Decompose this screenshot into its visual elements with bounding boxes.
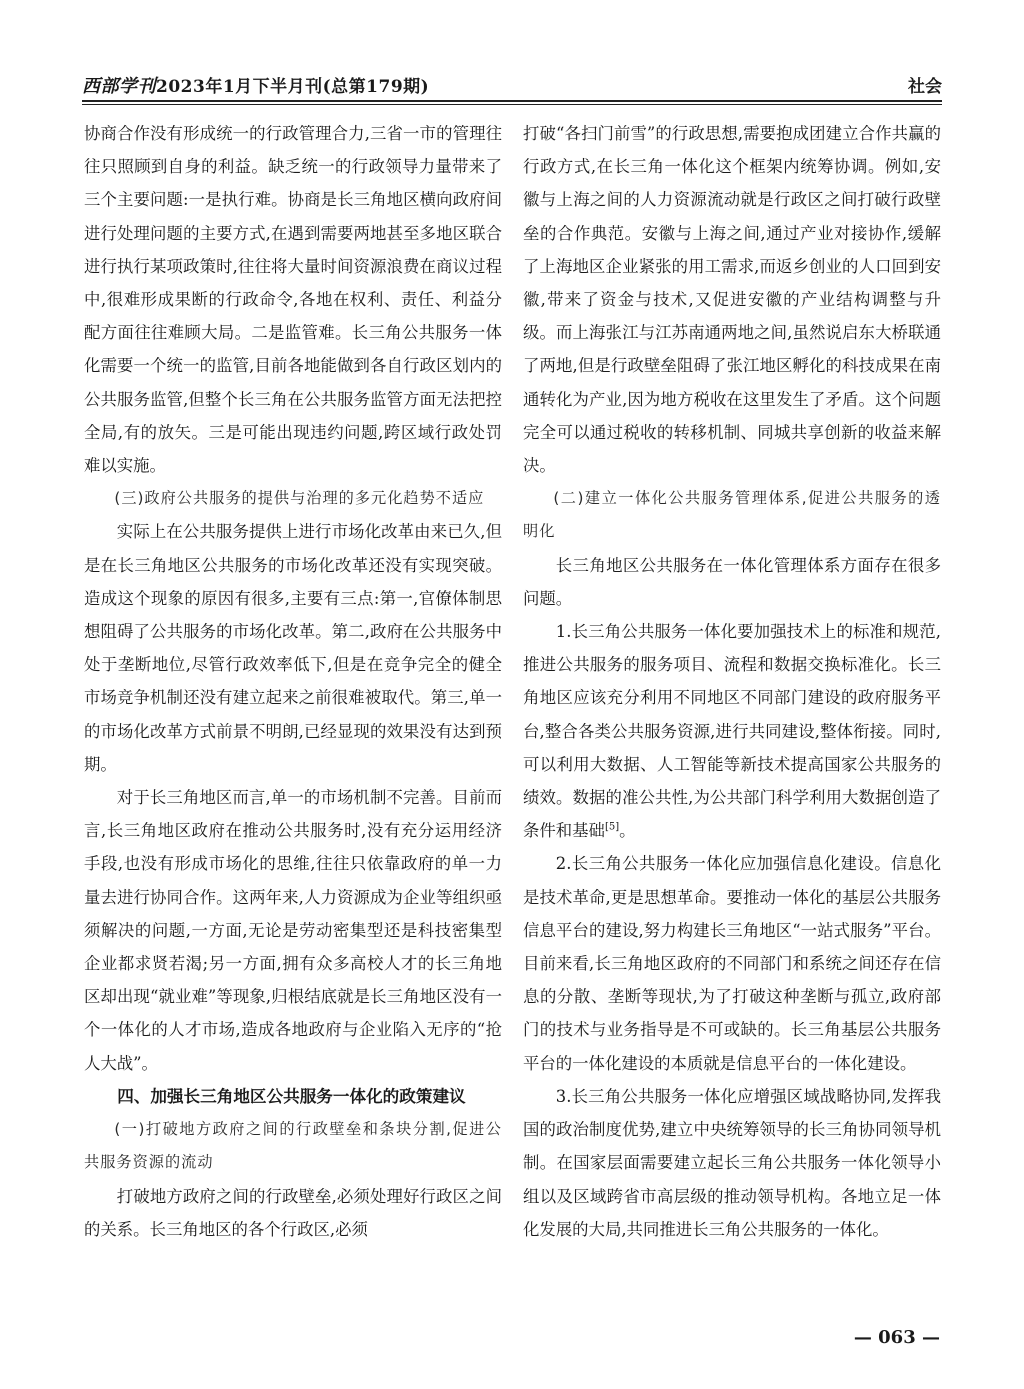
issue-label: 2023年1月下半月刊(总第179期) [156, 77, 430, 97]
header-rule [82, 100, 942, 102]
paragraph: 3.长三角公共服务一体化应增强区域战略协同,发挥我国的政治制度优势,建立中央统筹领导的长三角协同领导机制。在国家层面需要建立起长三角公共服务一体化领导小组以及区域跨省市高层级的推动领导机构。各地立足一体化发展的大局,共同推进长三角公共服务的一体化。 [523, 1086, 941, 1239]
paragraph: 对于长三角地区而言,单一的市场机制不完善。目前而言,长三角地区政府在推动公共服务时,没有充分运用经济手段,也没有形成市场化的思维,往往只依靠政府的单一力量去进行协同合作。这两年来,人力资源成为企业等组织亟须解决的问题,一方面,无论是劳动密集型还是科技密集型企业都求贤若渴;另一方面,拥有众多高校人才的长三角地区却出现“就业难”等现象,归根结底就是长三角地区没有一个一体化的人才市场,造成各地政府与企业陷入无序的“抢人大战”。 [84, 788, 502, 1073]
paragraph-text: 1.长三角公共服务一体化要加强技术上的标准和规范,推进公共服务的服务项目、流程和数据交换标准化。长三角地区应该充分利用不同地区不同部门建设的政府服务平台,整合各类公共服务资源,进行共同建设,整体衔接。同时,可以利用大数据、人工智能等新技术提高国家公共服务的绩效。数据的准公共性,为公共部门科学利用大数据创造了条件和基础 [523, 622, 941, 841]
paragraph: 2.长三角公共服务一体化应加强信息化建设。信息化是技术革命,更是思想革命。要推动一体化的基层公共服务信息平台的建设,努力构建长三角地区“一站式服务”平台。目前来看,长三角地区政府的不同部门和系统之间还存在信息的分散、垄断等现状,为了打破这种垄断与孤立,政府部门的技术与业务指导是不可或缺的。长三角基层公共服务平台的一体化建设的本质就是信息平台的一体化建设。 [523, 854, 941, 1073]
paragraph: 协商合作没有形成统一的行政管理合力,三省一市的管理往往只照顾到自身的利益。缺乏统一的行政领导力量带来了三个主要问题:一是执行难。协商是长三角地区横向政府间进行处理问题的主要方式,在遇到需要两地甚至多地区联合进行执行某项政策时,往往将大量时间资源浪费在商议过程中,很难形成果断的行政命令,各地在权利、责任、利益分配方面往往难顾大局。二是监管难。长三角公共服务一体化需要一个统一的监管,目前各地能做到各自行政区划内的公共服务监管,但整个长三角在公共服务监管方面无法把控全局,有的放矢。三是可能出现违约问题,跨区域行政处罚难以实施。 [84, 124, 502, 476]
section-heading: 四、加强长三角地区公共服务一体化的政策建议 [117, 1086, 466, 1106]
paragraph: 打破地方政府之间的行政壁垒,必须处理好行政区之间的关系。长三角地区的各个行政区,必须 [84, 1186, 502, 1239]
left-column [84, 117, 502, 1246]
paragraph-end: 。 [619, 821, 636, 841]
journal-logo: 西部学刊 [82, 76, 156, 97]
right-column [523, 117, 941, 1246]
paragraph: 实际上在公共服务提供上进行市场化改革由来已久,但是在长三角地区公共服务的市场化改革还没有实现突破。造成这个现象的原因有很多,主要有三点:第一,官僚体制思想阻碍了公共服务的市场化改革。第二,政府在公共服务中处于垄断地位,尽管行政效率低下,但是在竞争完全的健全市场竞争机制还没有建立起来之前很难被取代。第三,单一的市场化改革方式前景不明朗,已经显现的效果没有达到预期。 [84, 522, 502, 774]
paragraph-with-citation [523, 615, 941, 847]
journal-issue-line [82, 72, 429, 98]
subsection-heading: (一)打破地方政府之间的行政壁垒和条块分割,促进公共服务资源的流动 [84, 1120, 502, 1172]
subsection-heading: (三)政府公共服务的提供与治理的多元化趋势不适应 [114, 489, 485, 508]
header-rule-thin [82, 104, 942, 105]
citation-ref[interactable]: [5] [604, 821, 620, 833]
running-header [82, 68, 942, 100]
page-number: — 063 — [853, 1327, 940, 1348]
subsection-heading: (二)建立一体化公共服务管理体系,促进公共服务的透明化 [523, 489, 941, 541]
paragraph: 打破“各扫门前雪”的行政思想,需要抱成团建立合作共赢的行政方式,在长三角一体化这个框架内统筹协调。例如,安徽与上海之间的人力资源流动就是行政区之间打破行政壁垒的合作典范。安徽与上海之间,通过产业对接协作,缓解了上海地区企业紧张的用工需求,而返乡创业的人口回到安徽,带来了资金与技术,又促进安徽的产业结构调整与升级。而上海张江与江苏南通两地之间,虽然说启东大桥联通了两地,但是行政壁垒阻碍了张江地区孵化的科技成果在南通转化为产业,因为地方税收在这里发生了矛盾。这个问题完全可以通过税收的转移机制、同城共享创新的收益来解决。 [523, 124, 941, 476]
section-label: 社会 [908, 77, 942, 97]
paragraph: 长三角地区公共服务在一体化管理体系方面存在很多问题。 [523, 555, 941, 608]
